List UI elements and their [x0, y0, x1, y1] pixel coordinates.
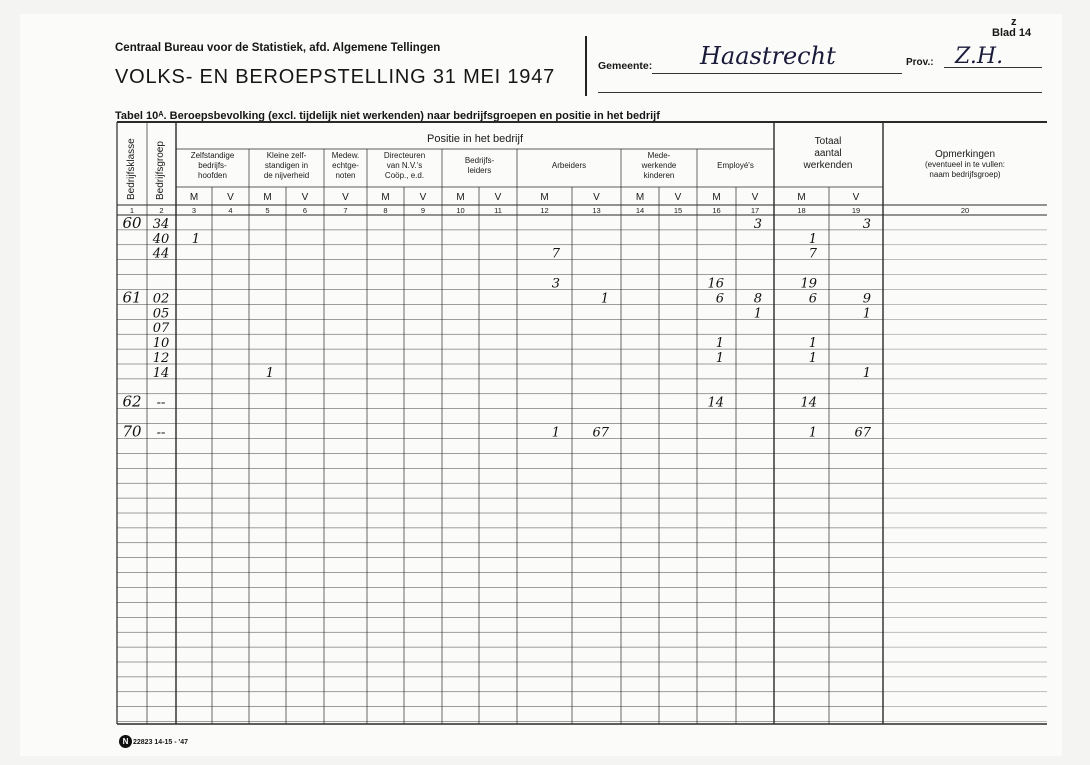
group-header-4: leiders [467, 166, 492, 175]
bedrijfsgroep-header: Bedrijfsgroep [155, 141, 166, 200]
row-groep: 10 [152, 336, 170, 352]
cell-value: 3 [551, 276, 560, 292]
cell-value: 16 [707, 276, 724, 292]
totaal-header: werkenden [803, 160, 853, 171]
column-number: 4 [228, 206, 233, 215]
row-groep: 12 [152, 351, 170, 366]
cell-value: 7 [551, 246, 560, 262]
column-number: 8 [383, 206, 388, 215]
totaal-header: Totaal [814, 136, 842, 147]
column-number: 5 [265, 206, 270, 215]
mv-label: V [852, 192, 860, 203]
cell-value: 67 [854, 425, 871, 441]
cell-value: 1 [808, 336, 817, 352]
cell-value: 1 [753, 306, 762, 322]
column-number: 16 [712, 206, 721, 215]
column-number: 18 [797, 206, 806, 215]
column-number: 19 [851, 206, 861, 215]
bedrijfsklasse-header: Bedrijfsklasse [126, 138, 137, 200]
row-klasse: 62 [122, 392, 142, 411]
group-header-2: noten [335, 171, 356, 180]
mv-label: V [301, 192, 309, 203]
mv-label: M [540, 192, 549, 203]
column-number: 20 [960, 206, 970, 215]
cell-value: 1 [191, 231, 200, 247]
cell-value: 67 [592, 425, 609, 441]
opmerkingen-header: (eventueel in te vullen: [924, 160, 1006, 169]
row-klasse: 61 [122, 288, 142, 307]
opmerkingen-header: Opmerkingen [934, 149, 996, 160]
cell-value: 1 [862, 365, 871, 381]
gemeente-label: Gemeente: [598, 60, 653, 72]
group-header-3: van N.V.'s [386, 161, 423, 170]
column-number: 13 [592, 206, 601, 215]
mv-label: M [712, 192, 721, 203]
cell-value: 1 [551, 425, 560, 441]
mv-label: M [635, 192, 645, 203]
prov-label: Prov.: [906, 57, 934, 68]
form-title: VOLKS- EN BEROEPSTELLING 31 MEI 1947 [115, 66, 556, 88]
column-number: 3 [191, 206, 197, 215]
row-groep: 34 [152, 216, 170, 232]
mv-label: M [381, 192, 390, 203]
cell-value: 1 [808, 425, 817, 441]
group-header-4: Bedrijfs- [464, 156, 495, 165]
positie-header: Positie in het bedrijf [427, 133, 523, 145]
group-header-6: kinderen [643, 171, 675, 180]
row-groep: 05 [152, 306, 170, 322]
group-header-1: standigen in [264, 161, 309, 170]
table-title: Tabel 10ᴬ. Beroepsbevolking (excl. tijdelijk niet werkenden) naar bedrijfsgroepen en positie in het bedrijf [115, 110, 660, 122]
cell-value: 7 [808, 246, 817, 262]
group-header-0: hoofden [198, 171, 227, 180]
group-header-6: Mede- [647, 151, 671, 160]
cell-value: 3 [753, 216, 762, 232]
row-groep: 40 [152, 231, 170, 247]
column-number: 9 [420, 206, 426, 215]
row-groep: 02 [152, 291, 170, 307]
cell-value: 6 [808, 291, 817, 307]
mv-label: V [227, 192, 234, 203]
cell-value: 1 [715, 351, 724, 366]
cell-value: 6 [715, 291, 724, 307]
mv-label: M [797, 192, 806, 203]
cell-value: 19 [800, 276, 817, 292]
gemeente-value: Haastrecht [700, 42, 836, 70]
cell-value: 1 [600, 291, 609, 307]
prov-value: Z.H. [955, 44, 1004, 69]
group-header-6: werkende [641, 161, 677, 170]
organization-name: Centraal Bureau voor de Statistiek, afd. Algemene Tellingen [115, 42, 441, 54]
cell-value: 8 [753, 291, 762, 307]
column-number: 10 [456, 206, 465, 215]
column-number: 15 [673, 206, 683, 215]
opmerkingen-header: naam bedrijfsgroep) [929, 170, 1001, 179]
mv-label: M [263, 192, 272, 203]
cell-value: 1 [808, 351, 817, 366]
group-header-3: Coöp., e.d. [384, 171, 425, 180]
cell-value: 3 [862, 216, 871, 232]
column-number: 7 [343, 206, 348, 215]
cell-value: 1 [265, 365, 274, 381]
mv-label: V [674, 192, 682, 203]
blad-mark: z [1011, 16, 1017, 28]
mv-label: V [342, 192, 349, 203]
cell-value: 14 [800, 395, 817, 411]
group-header-2: echtge- [332, 161, 359, 170]
mv-label: M [456, 192, 465, 203]
column-number: 12 [540, 206, 549, 215]
print-code: 22823 14-15 - '47 [133, 739, 188, 746]
mv-label: V [751, 192, 759, 203]
column-number: 2 [159, 206, 164, 215]
group-header-1: de nijverheid [263, 171, 310, 180]
group-header-2: Medew. [331, 151, 360, 160]
row-groep: -- [156, 425, 166, 441]
cell-value: 14 [707, 395, 724, 411]
group-header-0: bedrijfs- [198, 161, 227, 170]
group-header-1: Kleine zelf- [266, 151, 307, 160]
totaal-header: aantal [814, 148, 842, 159]
column-number: 14 [635, 206, 645, 215]
row-klasse: 60 [122, 213, 142, 232]
row-groep: 14 [152, 365, 170, 381]
column-number: 1 [129, 206, 135, 215]
row-groep: 44 [152, 246, 170, 262]
column-number: 6 [302, 206, 308, 215]
group-header-5: Arbeiders [551, 161, 587, 170]
printer-logo-icon: N [119, 735, 132, 748]
mv-label: M [189, 192, 199, 203]
column-number: 11 [494, 206, 502, 215]
mv-label: V [593, 192, 600, 203]
row-groep: 07 [152, 321, 170, 337]
row-klasse: 70 [122, 422, 142, 441]
cell-value: 1 [715, 336, 724, 352]
group-header-7: Employé's [717, 161, 754, 170]
cell-value: 9 [862, 291, 871, 307]
cell-value: 1 [862, 306, 871, 322]
row-groep: -- [156, 395, 166, 411]
mv-label: V [419, 192, 427, 203]
group-header-0: Zelfstandige [190, 151, 235, 160]
blad-number: Blad 14 [992, 27, 1032, 39]
column-number: 17 [750, 206, 760, 215]
cell-value: 1 [808, 231, 817, 247]
group-header-3: Directeuren [383, 151, 426, 160]
mv-label: V [494, 192, 502, 203]
